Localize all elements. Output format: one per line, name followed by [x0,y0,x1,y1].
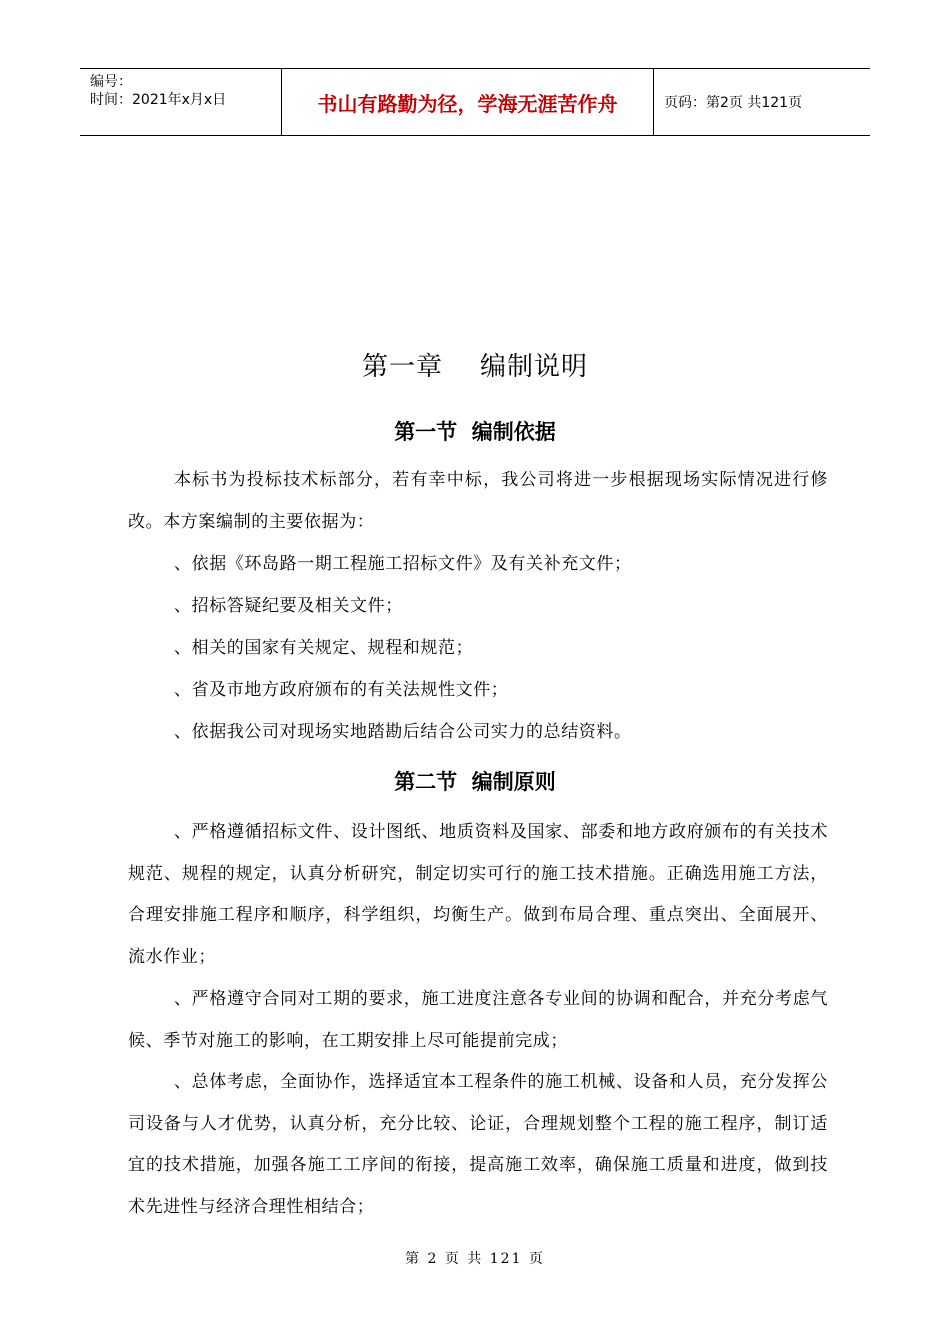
section1-list-item: 、依据《环岛路一期工程施工招标文件》及有关补充文件； [174,554,632,574]
section2-list-item: 、严格遵守合同对工期的要求，施工进度注意各专业间的协调和配合，并充分考虑气候、季节对施工的影响，在工期安排上尽可能提前完成； [128,989,828,1051]
page-footer: 第 2 页 共 121 页 [405,1251,545,1267]
section2-list-item: 、严格遵循招标文件、设计图纸、地质资料及国家、部委和地方政府颁布的有关技术规范、规程的规定，认真分析研究，制定切实可行的施工技术措施。正确选用施工方法，合理安排施工程序和顺序，科学组织，均衡生产。做到布局合理、重点突出、全面展开、流水作业； [128,822,828,967]
document-number-label: 编号： [90,74,132,90]
section1-intro-paragraph: 本标书为投标技术标部分，若有幸中标，我公司将进一步根据现场实际情况进行修改。本方案编制的主要依据为： [128,470,828,532]
header-motto: 书山有路勤为径，学海无涯苦作舟 [282,69,654,135]
chapter-title: 第一章 编制说明 [361,352,589,382]
section1-list-item: 、招标答疑纪要及相关文件； [174,596,403,616]
section-title-basis: 第一节 编制依据 [394,420,556,444]
section1-list-item: 、相关的国家有关规定、规程和规范； [174,638,474,658]
section1-list-item: 、省及市地方政府颁布的有关法规性文件； [174,680,509,700]
header-meta-cell [80,69,282,135]
section2-list-item: 、总体考虑，全面协作，选择适宜本工程条件的施工机械、设备和人员，充分发挥公司设备与人才优势，认真分析，充分比较、论证，合理规划整个工程的施工程序，制订适宜的技术措施，加强各施工工序间的衔接，提高施工效率，确保施工质量和进度，做到技术先进性与经济合理性相结合； [128,1072,828,1217]
section1-list-item: 、依据我公司对现场实地踏勘后结合公司实力的总结资料。 [174,722,632,742]
section-title-principles: 第二节 编制原则 [394,770,556,794]
document-time-label: 时间：2021年x月x日 [90,92,227,108]
page-header [80,68,870,136]
header-page-label: 页码：第2页 共121页 [664,95,803,111]
